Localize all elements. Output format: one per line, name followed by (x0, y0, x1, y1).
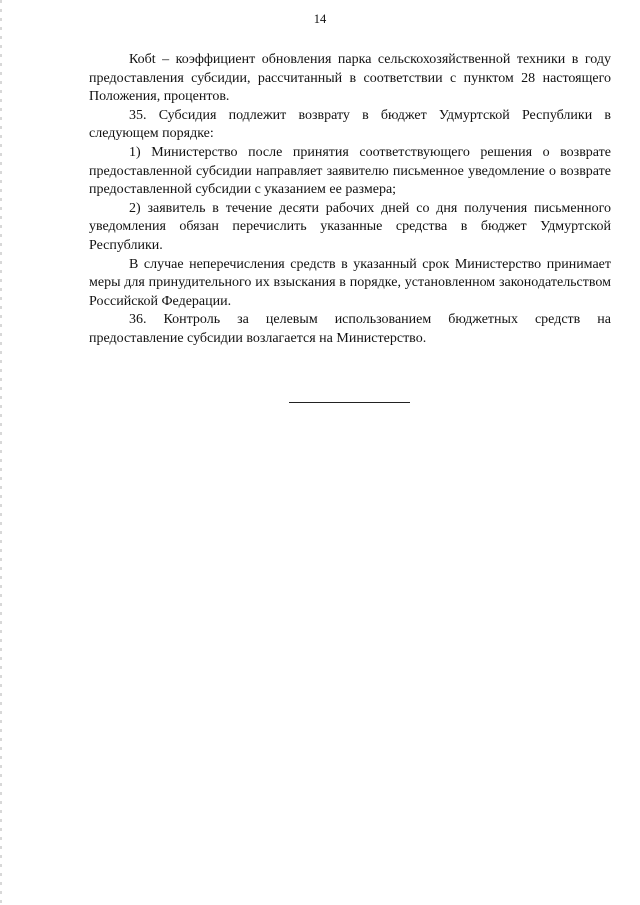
page-number: 14 (313, 12, 327, 26)
scan-edge (0, 0, 2, 905)
document-body (89, 51, 611, 349)
paragraph-36: 36. Контроль за целевым использованием бюджетных средств на предоставление субсидии возлагается на Министерство. (89, 312, 611, 346)
paragraph-35-item-1: 1) Министерство после принятия соответствующего решения о возврате предоставленной субсидии направляет заявителю письменное уведомление о возврате предоставленной субсидии с указанием ее размера; (89, 144, 611, 198)
end-separator-line (289, 402, 410, 403)
paragraph-35: 35. Субсидия подлежит возврату в бюджет Удмуртской Республики в следующем порядке: (89, 107, 611, 142)
paragraph-non-transfer: В случае неперечисления средств в указанный срок Министерство принимает меры для принудительного их взыскания в порядке, установленном законодательством Российской Федерации. (89, 256, 611, 309)
paragraph-kobt: Кобt – коэффициент обновления парка сельскохозяйственной техники в году предоставления субсидии, рассчитанный в соответствии с пунктом 28 настоящего Положения, процентов. (89, 52, 611, 105)
paragraph-35-item-2: 2) заявитель в течение десяти рабочих дней со дня получения письменного уведомления обязан перечислить указанные средства в бюджет Удмуртской Республики. (89, 200, 611, 253)
